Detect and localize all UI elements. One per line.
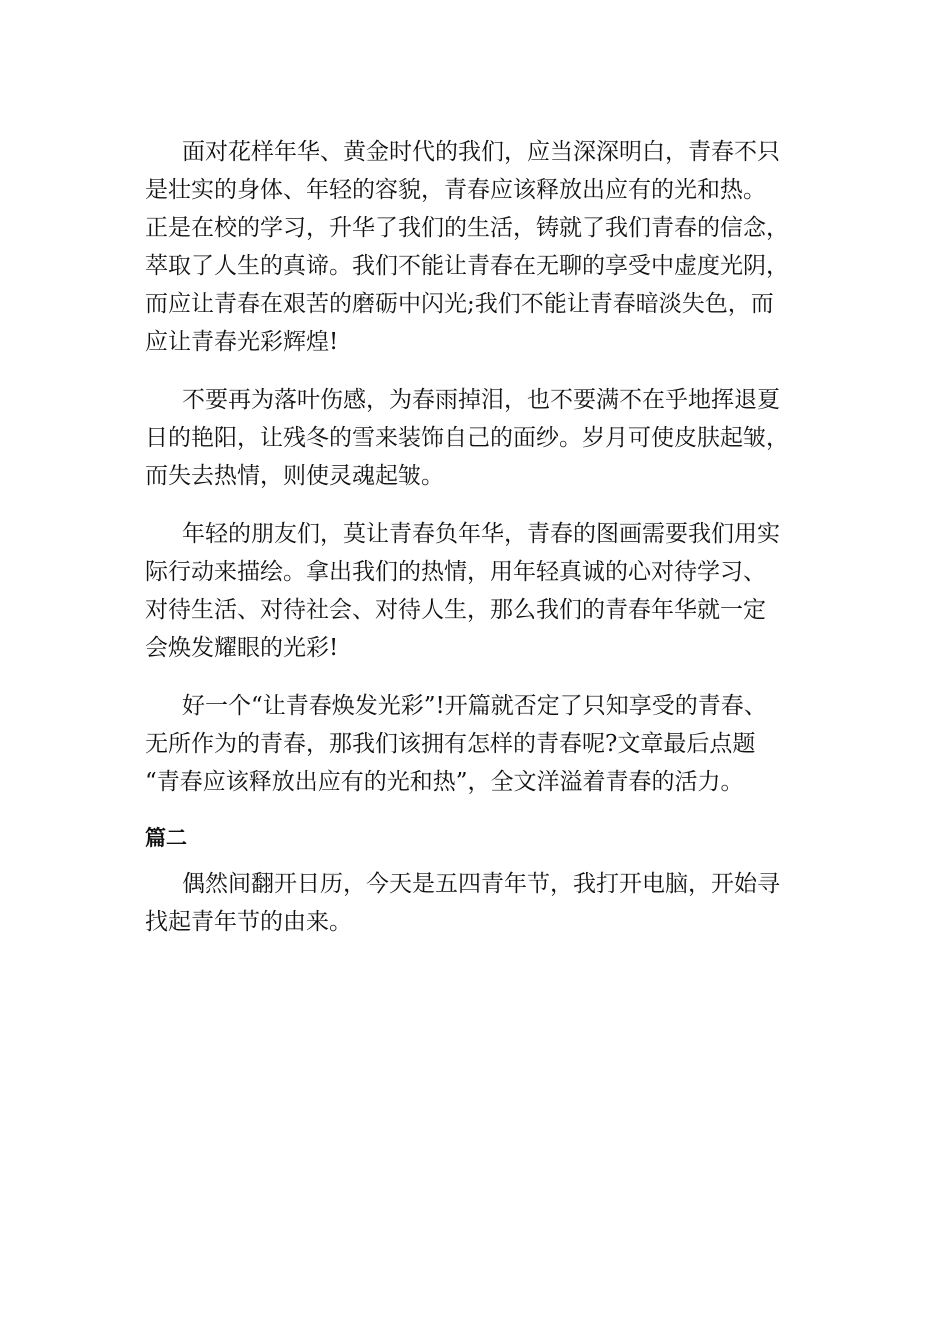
section-paragraph-1: [145, 865, 810, 941]
paragraph-line: “青春应该释放出应有的光和热”，全文洋溢着青春的活力。: [145, 769, 744, 795]
paragraph-line: 萃取了人生的真谛。我们不能让青春在无聊的享受中虚度光阴，: [145, 253, 789, 279]
paragraph-line: 应让青春光彩辉煌!: [145, 329, 339, 355]
paragraph-line: 而应让青春在艰苦的磨砺中闪光;我们不能让青春暗淡失色，而: [145, 291, 774, 317]
paragraph-line: 而失去热情，则使灵魂起皱。: [145, 463, 444, 489]
paragraph-line: 面对花样年华、黄金时代的我们，应当深深明白，青春不只: [182, 139, 780, 165]
paragraph-line: 际行动来描绘。拿出我们的热情，用年轻真诚的心对待学习、: [145, 559, 766, 585]
paragraph-2: [145, 381, 810, 495]
paragraph-line: 正是在校的学习，升华了我们的生活，铸就了我们青春的信念，: [145, 215, 789, 241]
paragraph-3: [145, 515, 810, 667]
paragraph-line: 会焕发耀眼的光彩!: [145, 635, 339, 661]
paragraph-line: 日的艳阳，让残冬的雪来装饰自己的面纱。岁月可使皮肤起皱，: [145, 425, 789, 451]
paragraph-line: 好一个“让青春焕发光彩”!开篇就否定了只知享受的青春、: [182, 693, 767, 719]
paragraph-line: 是壮实的身体、年轻的容貌，青春应该释放出应有的光和热。: [145, 177, 766, 203]
paragraph-line: 对待生活、对待社会、对待人生，那么我们的青春年华就一定: [145, 597, 766, 623]
paragraph-4: [145, 687, 810, 801]
paragraph-line: 不要再为落叶伤感，为春雨掉泪，也不要满不在乎地挥退夏: [182, 387, 780, 413]
paragraph-1: [145, 133, 810, 361]
paragraph-line: 偶然间翻开日历，今天是五四青年节，我打开电脑，开始寻: [182, 871, 780, 897]
section-heading: 篇二: [145, 826, 187, 850]
paragraph-line: 找起青年节的由来。: [145, 909, 352, 935]
paragraph-line: 年轻的朋友们，莫让青春负年华，青春的图画需要我们用实: [182, 521, 780, 547]
paragraph-line: 无所作为的青春，那我们该拥有怎样的青春呢?文章最后点题: [145, 731, 756, 757]
